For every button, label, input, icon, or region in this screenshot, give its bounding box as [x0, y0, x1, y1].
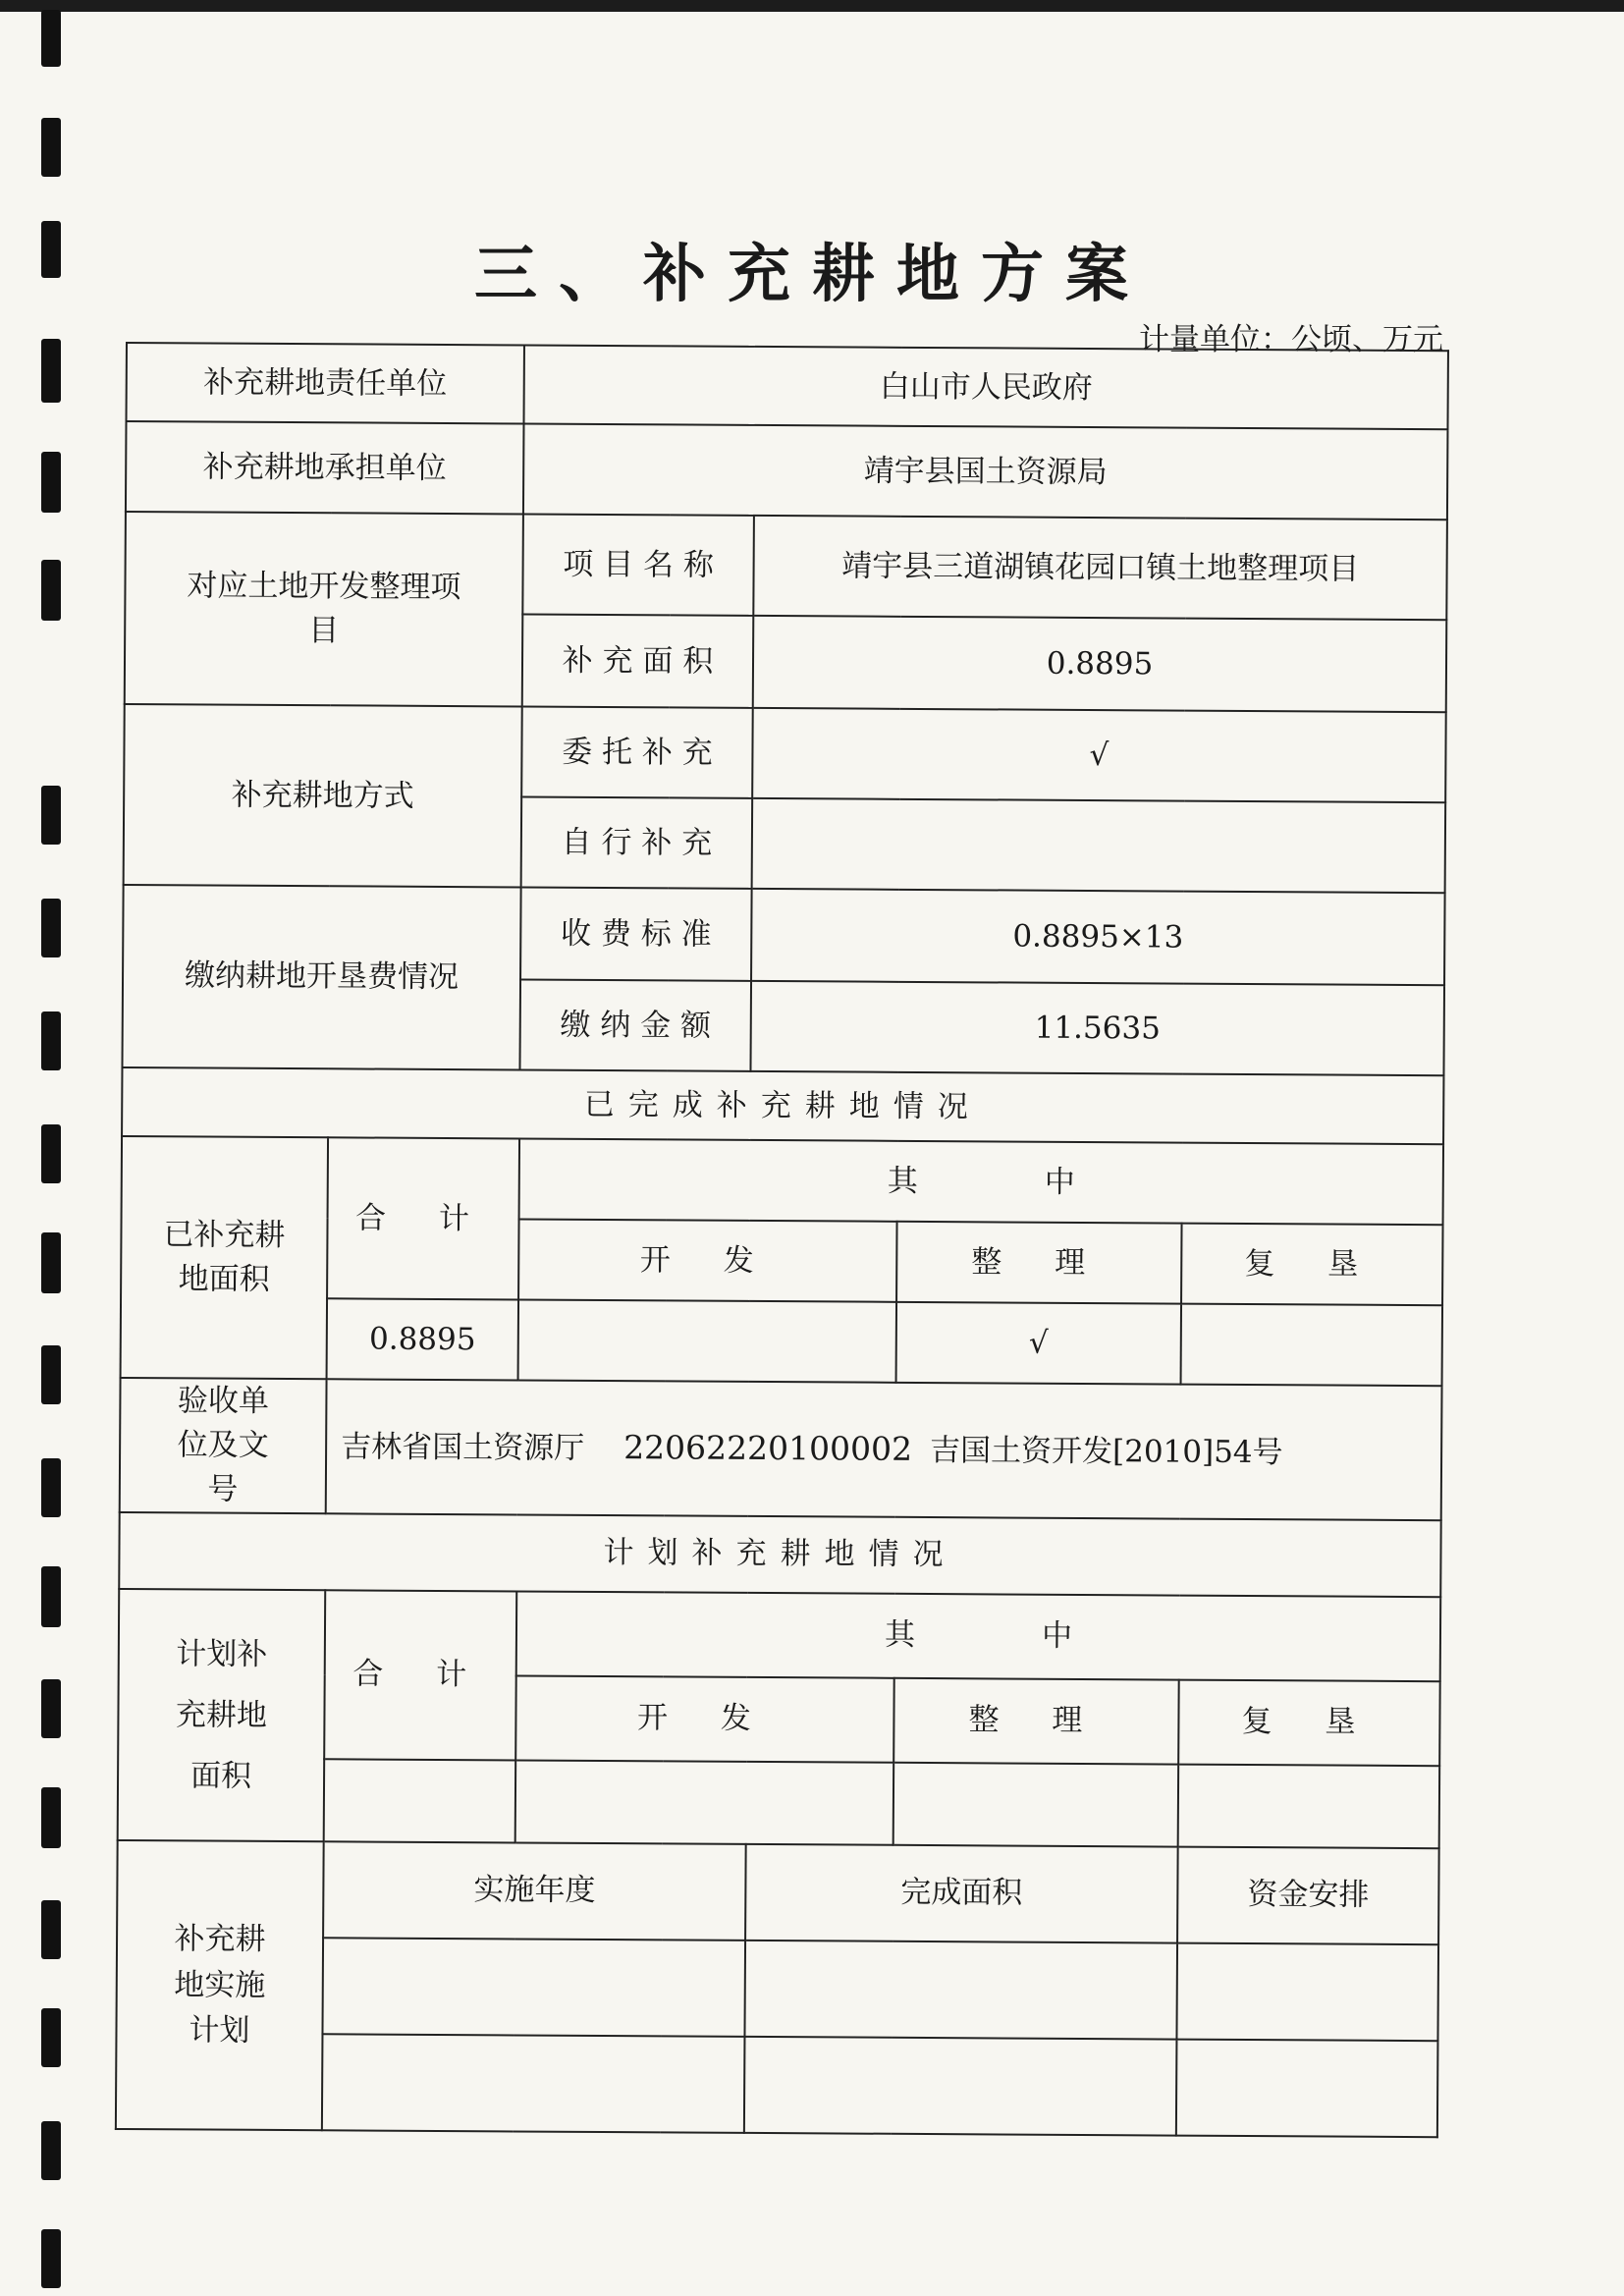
completed-arrange-label: 整 理 — [896, 1222, 1181, 1304]
method-label: 补充耕地方式 — [124, 704, 522, 887]
acceptance-value — [326, 1379, 1442, 1520]
implementation-label: 补充耕地实施计划 — [116, 1840, 324, 2130]
scan-top-edge — [0, 0, 1624, 12]
row-completed-title — [122, 1067, 1443, 1144]
col-year-header: 实施年度 — [323, 1841, 746, 1941]
acceptance-agency: 吉林省国土资源厅 — [341, 1429, 585, 1467]
project-name-label: 项 目 名 称 — [522, 514, 754, 615]
planned-area-label: 计划补充耕地面积 — [118, 1589, 326, 1841]
fee-standard-value: 0.8895×13 — [751, 889, 1445, 985]
self-value — [752, 798, 1446, 893]
completed-reclaim-label: 复 垦 — [1181, 1224, 1443, 1306]
supplement-farmland-plan-table — [115, 342, 1449, 2138]
project-name-value: 靖宇县三道湖镇花园口镇土地整理项目 — [753, 516, 1447, 620]
row-planned-among — [119, 1589, 1441, 1681]
planned-reclaim-label: 复 垦 — [1178, 1679, 1440, 1766]
row-method-entrust — [124, 704, 1446, 802]
fee-label: 缴纳耕地开垦费情况 — [122, 885, 520, 1069]
acceptance-label: 验收单位及文号 — [120, 1378, 327, 1513]
planned-develop-label: 开 发 — [515, 1675, 894, 1762]
planned-total-value — [324, 1759, 516, 1842]
row-planned-title — [119, 1512, 1441, 1597]
project-area-value: 0.8895 — [753, 616, 1447, 712]
completed-arrange-check: √ — [896, 1302, 1181, 1385]
implementation-year-cell — [322, 2034, 745, 2133]
row-acceptance — [120, 1378, 1442, 1520]
row-responsible-unit — [127, 343, 1449, 429]
col-area-header: 完成面积 — [745, 1844, 1178, 1943]
row-project-name — [125, 512, 1447, 620]
implementation-year-cell — [322, 1938, 745, 2037]
undertaking-unit-label: 补充耕地承担单位 — [126, 421, 524, 514]
completed-area-label: 已补充耕地面积 — [121, 1136, 328, 1379]
fee-amount-label: 缴 纳 金 额 — [519, 979, 751, 1070]
planned-among-header — [516, 1591, 1441, 1681]
planned-section-title: 计划补充耕地情况 — [119, 1512, 1441, 1597]
implementation-area-cell — [744, 1941, 1177, 2040]
col-funds-header: 资金安排 — [1177, 1846, 1439, 1944]
completed-total-value: 0.8895 — [327, 1298, 518, 1380]
row-implementation-header — [117, 1840, 1439, 1944]
acceptance-code: 22062220100002 — [623, 1428, 913, 1469]
completed-section-title: 已完成补充耕地情况 — [122, 1067, 1443, 1144]
completed-among-header — [519, 1138, 1444, 1225]
completed-develop-label: 开 发 — [518, 1219, 896, 1301]
acceptance-doc-no: 吉国土资开发[2010]54号 — [929, 1433, 1283, 1471]
project-area-label: 补 充 面 积 — [522, 614, 754, 707]
fee-standard-label: 收 费 标 准 — [520, 887, 752, 980]
completed-develop-value — [518, 1299, 896, 1382]
planned-among-a: 其 — [884, 1617, 916, 1654]
completed-reclaim-value — [1181, 1304, 1443, 1387]
implementation-funds-cell — [1176, 1942, 1438, 2041]
fee-amount-value: 11.5635 — [750, 981, 1444, 1075]
planned-develop-value — [515, 1760, 894, 1844]
page-title: 三、补充耕地方案 — [474, 239, 1150, 311]
undertaking-unit-value: 靖宇县国土资源局 — [523, 423, 1448, 519]
implementation-area-cell — [744, 2037, 1177, 2136]
planned-arrange-label: 整 理 — [893, 1678, 1179, 1765]
planned-reclaim-value — [1178, 1764, 1440, 1848]
planned-among-b: 中 — [1041, 1618, 1073, 1655]
entrust-label: 委 托 补 充 — [521, 706, 753, 797]
responsible-unit-value: 白山市人民政府 — [523, 345, 1448, 429]
responsible-unit-label: 补充耕地责任单位 — [127, 343, 524, 423]
implementation-funds-cell — [1176, 2039, 1438, 2137]
project-label: 对应土地开发整理项目 — [125, 512, 523, 706]
self-label: 自 行 补 充 — [521, 796, 753, 888]
unit-note: 计量单位：公顷、万元 — [1139, 322, 1443, 357]
completed-among-b: 中 — [1044, 1164, 1075, 1200]
row-undertaking-unit — [126, 421, 1448, 519]
completed-among-a: 其 — [887, 1163, 918, 1199]
entrust-check: √ — [752, 708, 1446, 802]
planned-arrange-value — [893, 1763, 1179, 1847]
completed-total-label: 合 计 — [327, 1137, 519, 1299]
row-fee-standard — [123, 885, 1445, 985]
row-completed-among — [122, 1136, 1444, 1225]
planned-total-label: 合 计 — [324, 1590, 516, 1760]
